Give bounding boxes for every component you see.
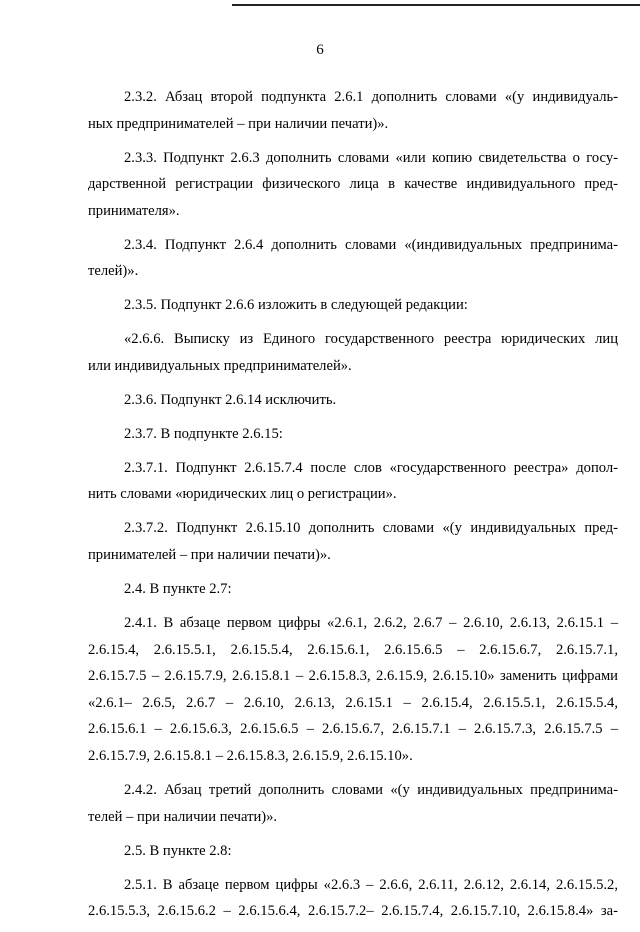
paragraph-line: дарственной регистрации физического лица в качестве индивидуального пред- (88, 176, 618, 193)
paragraph-line: телей)». (88, 263, 139, 280)
paragraph-p14 (88, 872, 618, 925)
paragraph-line: 2.3.6. Подпункт 2.6.14 исключить. (124, 391, 337, 408)
paragraph-p10 (88, 576, 618, 603)
paragraph-line: 2.5.1. В абзаце первом цифры «2.6.3 – 2.6.6, 2.6.11, 2.6.12, 2.6.14, 2.6.15.5.2, (124, 876, 618, 893)
paragraph-p5 (88, 326, 618, 379)
paragraph-line: 2.4.1. В абзаце первом цифры «2.6.1, 2.6.2, 2.6.7 – 2.6.10, 2.6.13, 2.6.15.1 – (124, 615, 618, 631)
paragraph-line: 2.3.3. Подпункт 2.6.3 дополнить словами «или копию свидетельства о госу- (124, 149, 618, 166)
paragraph-p11 (88, 610, 618, 770)
paragraph-p7 (88, 421, 618, 448)
paragraph-line: 2.4. В пункте 2.7: (124, 581, 232, 598)
paragraph-line: 2.6.15.7.9, 2.6.15.8.1 – 2.6.15.8.3, 2.6.15.9, 2.6.15.10». (88, 747, 413, 764)
paragraph-p6 (88, 387, 618, 414)
document-body (88, 84, 618, 932)
paragraph-line: 2.6.15.6.1 – 2.6.15.6.3, 2.6.15.6.5 – 2.6.15.6.7, 2.6.15.7.1 – 2.6.15.7.3, 2.6.15.7.5 – (88, 721, 618, 738)
paragraph-line: или индивидуальных предпринимателей». (88, 357, 352, 374)
paragraph-line: 2.6.15.7.5 – 2.6.15.7.9, 2.6.15.8.1 – 2.6.15.8.3, 2.6.15.9, 2.6.15.10» заменить цифрами (88, 668, 618, 685)
paragraph-line: 2.3.7.2. Подпункт 2.6.15.10 дополнить словами «(у индивидуальных пред- (124, 520, 618, 537)
paragraph-line: нить словами «юридических лиц о регистрации». (88, 486, 397, 503)
paragraph-line: 2.4.2. Абзац третий дополнить словами «(у индивидуальных предпринима- (124, 781, 618, 798)
paragraph-line: «2.6.1– 2.6.5, 2.6.7 – 2.6.10, 2.6.13, 2.6.15.1 – 2.6.15.4, 2.6.15.5.1, 2.6.15.5.4, (88, 694, 618, 711)
paragraph-p13 (88, 838, 618, 865)
page-number: 6 (316, 42, 324, 58)
paragraph-line: 2.3.7.1. Подпункт 2.6.15.7.4 после слов «государственного реестра» допол- (124, 459, 618, 476)
paragraph-line: 2.5. В пункте 2.8: (124, 842, 232, 859)
paragraph-line: 2.6.15.5.3, 2.6.15.6.2 – 2.6.15.6.4, 2.6.15.7.2– 2.6.15.7.4, 2.6.15.7.10, 2.6.15.8.4» за- (88, 903, 618, 920)
paragraph-line: принимателей – при наличии печати)». (88, 547, 331, 564)
paragraph-p8 (88, 455, 618, 508)
paragraph-line: принимателя». (88, 202, 180, 219)
paragraph-line: 2.3.4. Подпункт 2.6.4 дополнить словами «(индивидуальных предпринима- (124, 236, 618, 253)
paragraph-p1 (88, 84, 618, 137)
paragraph-line: 2.6.15.4, 2.6.15.5.1, 2.6.15.5.4, 2.6.15.6.1, 2.6.15.6.5 – 2.6.15.6.7, 2.6.15.7.1, (88, 641, 618, 658)
paragraph-line: 2.3.7. В подпункте 2.6.15: (124, 425, 283, 442)
paragraph-line: телей – при наличии печати)». (88, 808, 278, 825)
paragraph-p3 (88, 232, 618, 285)
header-rule (232, 4, 640, 6)
paragraph-p4 (88, 292, 618, 319)
paragraph-line: «2.6.6. Выписку из Единого государственного реестра юридических лиц (124, 331, 618, 348)
paragraph-p9 (88, 515, 618, 568)
paragraph-p2 (88, 145, 618, 225)
paragraph-line: 2.3.5. Подпункт 2.6.6 изложить в следующей редакции: (124, 297, 468, 314)
paragraph-line: ных предпринимателей – при наличии печати)». (88, 115, 389, 132)
paragraph-p12 (88, 777, 618, 830)
paragraph-line: 2.3.2. Абзац второй подпункта 2.6.1 дополнить словами «(у индивидуаль- (124, 89, 618, 105)
